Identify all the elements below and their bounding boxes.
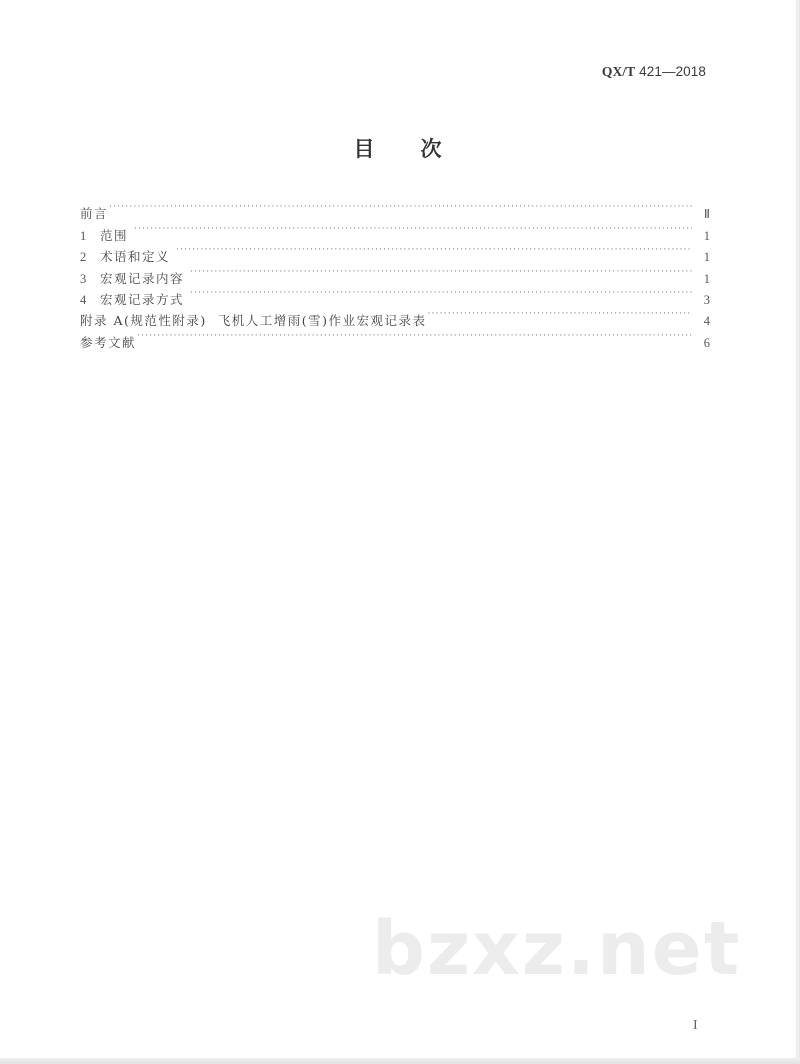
toc-leader-dots (134, 218, 692, 239)
toc-leader-dots (109, 197, 692, 218)
toc-leader-dots (176, 240, 692, 261)
watermark-text: bzxz.net (372, 906, 742, 992)
toc-entry-label: 前言 (80, 206, 109, 222)
toc-entry-terms[interactable] (80, 240, 710, 265)
toc-entry-page: 6 (703, 335, 710, 350)
toc-entry-number: 1 (80, 228, 87, 243)
toc-entry-foreword[interactable] (80, 197, 710, 222)
toc-entry-page: Ⅱ (703, 207, 710, 222)
toc-entry-number: 2 (80, 250, 87, 265)
toc-entry-page: 1 (703, 271, 710, 286)
toc-entry-number: 3 (80, 271, 87, 286)
standard-code (602, 64, 706, 80)
toc-leader-dots (427, 304, 692, 325)
standard-number: 421—2018 (639, 64, 706, 79)
toc-entry-label: 范围 (100, 227, 129, 243)
toc-leader-dots (137, 325, 692, 346)
toc-entry-references[interactable] (80, 325, 710, 350)
page-title (0, 133, 796, 163)
toc-entry-number: 4 (80, 292, 87, 307)
toc-entry-label: 宏观记录内容 (100, 270, 185, 286)
page-edge-shadow-bottom (0, 1058, 800, 1064)
standard-prefix: QX/T (601, 64, 636, 79)
title-char-1: 目 (353, 137, 376, 161)
toc-entry-record-content[interactable] (80, 261, 710, 286)
toc-entry-page: 1 (703, 228, 710, 243)
toc-entry-label: 附录 A(规范性附录) 飞机人工增雨(雪)作业宏观记录表 (80, 313, 427, 329)
title-char-2: 次 (420, 137, 443, 161)
toc-entry-page: 3 (703, 292, 710, 307)
toc-leader-dots (190, 261, 692, 282)
toc-entry-scope[interactable] (80, 218, 710, 243)
toc-entry-label: 宏观记录方式 (100, 291, 185, 307)
toc-leader-dots (190, 283, 692, 304)
toc-entry-page: 4 (703, 314, 710, 329)
toc-entry-label: 术语和定义 (100, 249, 171, 265)
page-edge-shadow-right (796, 0, 800, 1064)
toc-entry-label: 参考文献 (80, 334, 137, 350)
table-of-contents (80, 197, 710, 350)
toc-entry-page: 1 (703, 250, 710, 265)
page-number: I (693, 1018, 698, 1033)
